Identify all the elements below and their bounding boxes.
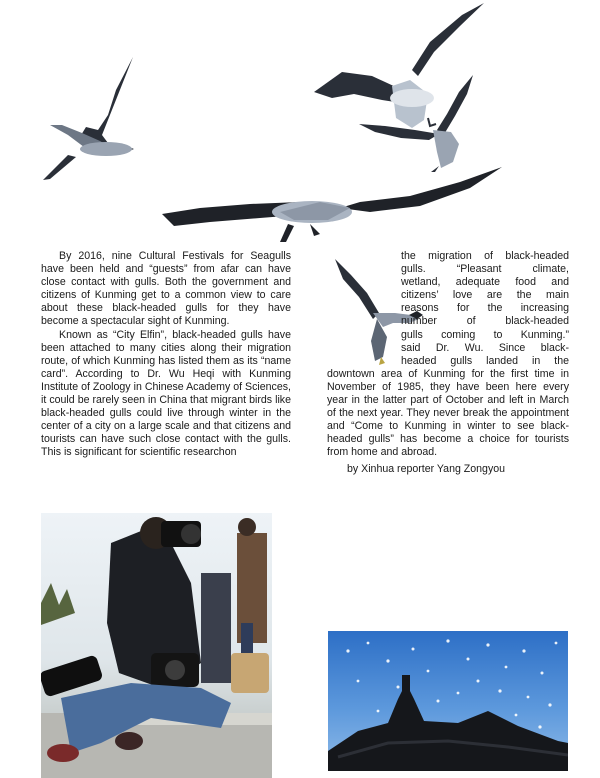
paragraph-festivals: By 2016, nine Cultural Festivals for Seagulls have been held and “guests” from afar can have close contact with gulls. Both the government and citizens of Kunming get to a common view to care about these black-headed gulls for they have become a spectacular sight of Kunming. — [41, 250, 291, 328]
photographer-with-camera-icon — [41, 513, 272, 778]
photographer-photo — [41, 513, 272, 778]
wrap-line: the migration of black-headed — [401, 250, 569, 262]
temple-roof-with-gulls-icon — [328, 631, 568, 771]
gull-middle-right-icon — [355, 72, 480, 172]
wrap-line: headed gulls landed in the — [401, 354, 569, 367]
wrap-line: citizens’ love are the main — [401, 289, 569, 302]
byline: by Xinhua reporter Yang Zongyou — [347, 462, 506, 475]
gulls-over-temple-photo — [328, 631, 568, 771]
wrap-line: gulls. “Pleasant climate, — [401, 263, 569, 276]
article-right-column — [327, 250, 569, 476]
paragraph-every-year: downtown area of Kunming for the first time in November of 1985, they have been here every year in the latter part of October and left in March of the next year. They never break the appointment and “Come to Kunming in winter to see black-headed gulls” has become a choice for tourists from home and abroad. — [327, 367, 569, 459]
article-left-column — [41, 250, 291, 460]
wrap-line: reasons for the increasing — [401, 302, 569, 315]
wrap-line: number of black-headed — [401, 315, 569, 328]
gull-large-center-icon — [160, 162, 505, 252]
paragraph-city-elfin: Known as “City Elfin”, black-headed gulls have been attached to many cities along their migration route, of which Kunming has listed them as its “name card”. According to Dr. Wu Heqi with Kunming Institute of Zoology in Chinese Academy of Sciences, it could be rarely seen in China that migrant birds like black-headed gulls could live through winter in the center of a city on a large scale and that citizens and tourists can have such close contact with the gulls. This is significant for scientific researchon — [41, 328, 291, 459]
wrap-line: gulls coming to Kunming.” — [401, 328, 569, 341]
gull-left-icon — [38, 55, 143, 180]
wrap-line: said Dr. Wu. Since black- — [401, 341, 569, 354]
wrap-line: wetland, adequate food and — [401, 276, 569, 289]
